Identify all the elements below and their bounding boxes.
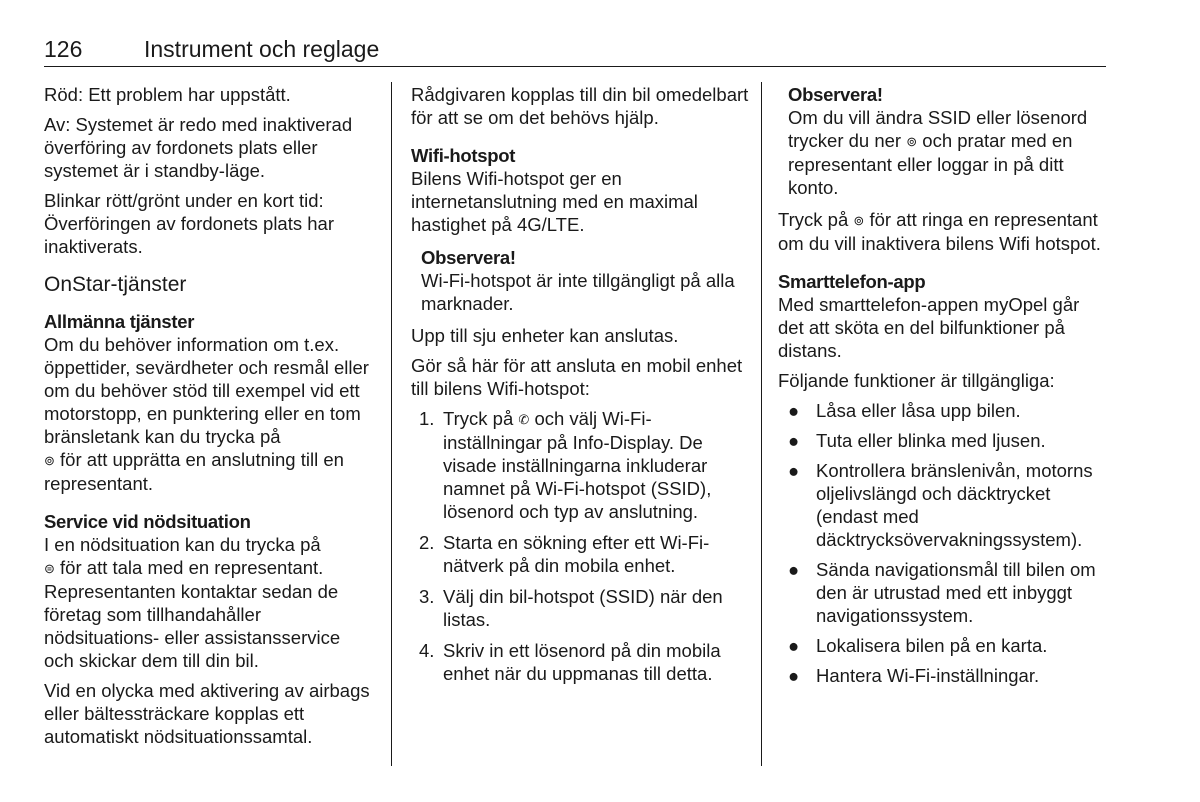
bullet-text: Sända navigationsmål till bilen om den är utrustad med ett inbyggt navigationssystem. xyxy=(816,559,1096,626)
bullet-text: Hantera Wi-Fi-inställningar. xyxy=(816,665,1040,686)
onstar-service-icon: ⊚ xyxy=(853,213,865,228)
column-left xyxy=(44,83,374,755)
paragraph-rod: Röd: Ett problem har uppstått. xyxy=(44,84,291,105)
text-fragment: Om du vill ändra SSID eller lösenord trycker du ner xyxy=(788,107,1088,151)
text-fragment: Tryck på xyxy=(443,408,514,429)
bullet-text: Tuta eller blinka med ljusen. xyxy=(816,430,1046,451)
bullet-icon: ● xyxy=(788,635,800,656)
paragraph-wifi: Bilens Wifi-hotspot ger en internetanslutning med en maximal hastighet på 4G/LTE. xyxy=(411,168,698,235)
subheading-wifi: Wifi-hotspot xyxy=(411,145,516,166)
text-fragment: för att ringa en representant om du vill inaktivera bilens Wifi hotspot. xyxy=(778,209,1101,254)
list-item xyxy=(411,585,749,631)
subheading-app: Smarttelefon-app xyxy=(778,271,926,292)
bullet-text: Kontrollera bränslenivån, motorns oljelivslängd och däcktrycket (endast med däcktrycksövervakningssystem). xyxy=(816,460,1093,550)
list-item xyxy=(778,429,1108,452)
page-number: 126 xyxy=(44,36,83,62)
paragraph-olycka: Vid en olycka med aktivering av airbags eller bältessträckare kopplas ett automatiskt nödsituationssamtal. xyxy=(44,680,370,747)
subheading-allmanna: Allmänna tjänster xyxy=(44,311,195,332)
list-item xyxy=(778,399,1108,422)
features-list xyxy=(778,399,1108,687)
text-fragment: för att upprätta en anslutning till en representant. xyxy=(44,449,344,494)
text-fragment: I en nödsituation kan du trycka på xyxy=(44,534,321,555)
paragraph-foljande: Följande funktioner är tillgängliga: xyxy=(778,370,1055,391)
step-number: 2. xyxy=(419,532,435,553)
bullet-text: Låsa eller låsa upp bilen. xyxy=(816,400,1021,421)
paragraph-gor: Gör så här för att ansluta en mobil enhet till bilens Wifi-hotspot: xyxy=(411,355,743,399)
step-number: 3. xyxy=(419,586,435,607)
paragraph-tryck xyxy=(778,208,1108,255)
steps-list xyxy=(411,407,749,685)
text-fragment: Om du behöver information om t.ex. öppettider, sevärdheter och resmål eller om du behöver stöd till exempel vid ett motorstopp, en punktering eller en tom bränsletank kan du trycka på xyxy=(44,334,369,447)
paragraph-radgivaren: Rådgivaren kopplas till din bil omedelbart för att se om det behövs hjälp. xyxy=(411,84,749,128)
list-item xyxy=(778,558,1108,627)
text-fragment: och pratar med en representant eller loggar in på ditt konto. xyxy=(788,130,1073,198)
text-fragment: för att tala med en representant. Representanten kontaktar sedan de företag som tillhandahåller nödsituations- eller assistansservice och skickar dem till din bil. xyxy=(44,557,341,671)
paragraph-service xyxy=(44,533,374,672)
sos-icon: ⊜ xyxy=(44,561,55,576)
list-item xyxy=(411,531,749,577)
bullet-icon: ● xyxy=(788,460,800,481)
paragraph-blinkar: Blinkar rött/grönt under en kort tid: Överföringen av fordonets plats har inaktiverats. xyxy=(44,190,334,257)
note-title: Observera! xyxy=(421,247,516,268)
onstar-service-icon: ⊚ xyxy=(906,134,918,149)
subheading-service: Service vid nödsituation xyxy=(44,511,251,532)
step-text: Skriv in ett lösenord på din mobila enhet när du uppmanas till detta. xyxy=(443,640,721,684)
paragraph-allmanna xyxy=(44,333,374,495)
note-box xyxy=(788,83,1108,199)
list-item xyxy=(411,639,749,685)
step-number: 1. xyxy=(419,408,435,429)
step-text: Starta en sökning efter ett Wi-Fi-nätverk på din mobila enhet. xyxy=(443,532,710,576)
list-item xyxy=(411,407,749,523)
column-divider-right xyxy=(761,82,762,766)
paragraph-upp: Upp till sju enheter kan anslutas. xyxy=(411,325,679,346)
column-divider-left xyxy=(391,82,392,766)
column-middle xyxy=(411,83,749,693)
bullet-icon: ● xyxy=(788,400,800,421)
step-text: Välj din bil-hotspot (SSID) när den listas. xyxy=(443,586,723,630)
column-right xyxy=(778,83,1108,694)
page-header xyxy=(44,34,1106,67)
text-fragment: Tryck på xyxy=(778,209,849,230)
list-item xyxy=(778,459,1108,551)
note-text: Wi-Fi-hotspot är inte tillgängligt på alla marknader. xyxy=(421,270,735,314)
phone-icon: ✆ xyxy=(518,412,530,427)
text-fragment: och välj Wi-Fi-inställningar på Info-Display. De visade inställningarna inkluderar namnet på Wi-Fi-hotspot (SSID), lösenord och typ av anslutning. xyxy=(443,408,712,522)
list-item xyxy=(778,634,1108,657)
note-box xyxy=(421,246,749,315)
section-heading-onstar: OnStar-tjänster xyxy=(44,273,187,296)
onstar-service-icon: ⊚ xyxy=(44,453,55,468)
list-item xyxy=(778,664,1108,687)
chapter-title: Instrument och reglage xyxy=(144,36,380,62)
step-number: 4. xyxy=(419,640,435,661)
note-text xyxy=(788,106,1108,199)
bullet-icon: ● xyxy=(788,665,800,686)
bullet-icon: ● xyxy=(788,430,800,451)
paragraph-av: Av: Systemet är redo med inaktiverad överföring av fordonets plats eller systemet är i standby-läge. xyxy=(44,114,353,181)
note-title: Observera! xyxy=(788,84,883,105)
bullet-text: Lokalisera bilen på en karta. xyxy=(816,635,1048,656)
paragraph-app: Med smarttelefon-appen myOpel går det att sköta en del bilfunktioner på distans. xyxy=(778,294,1080,361)
bullet-icon: ● xyxy=(788,559,800,580)
